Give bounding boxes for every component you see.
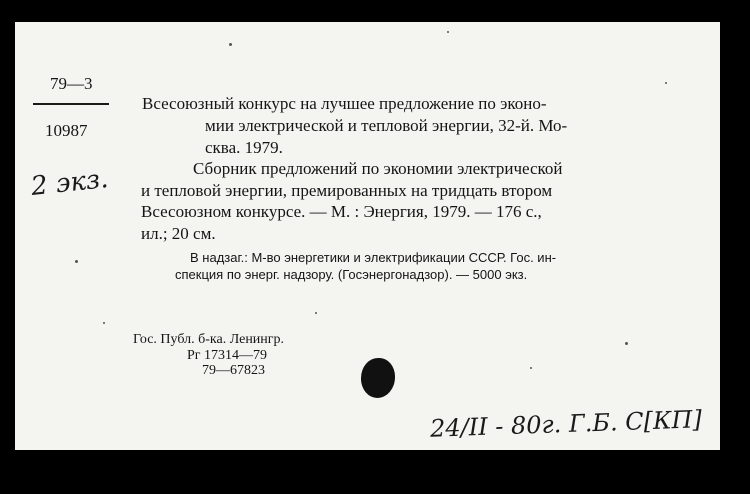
dust-speck [315, 312, 317, 314]
main-entry-line-3: сква. 1979. [205, 138, 283, 157]
note-line-1: В надзаг.: М-во энергетики и электрификации СССР. Гос. ин- [190, 250, 557, 265]
copies-handwritten-note: 2 экз. [29, 164, 110, 202]
main-entry-line-2: мии электрической и тепловой энергии, 32-й. Мо- [205, 116, 568, 135]
main-entry-line-1: Всесоюзный конкурс на лучшее предложение по эконо- [142, 94, 547, 113]
note-line-2: спекция по энерг. надзору. (Госэнергонадзор). — 5000 экз. [175, 267, 528, 282]
dust-speck [665, 82, 667, 84]
dust-speck [625, 342, 628, 345]
description-line-4: ил.; 20 см. [141, 224, 216, 243]
description-line-2: и тепловой энергии, премированных на тридцать втором [141, 181, 553, 200]
description-line-3: Всесоюзном конкурсе. — М. : Энергия, 1979. — 176 с., [141, 202, 542, 221]
shelf-mark-top: 79—3 [50, 74, 93, 93]
dust-speck [229, 43, 232, 46]
library-line-2: Рг 17314—79 [187, 348, 268, 363]
dust-speck [103, 322, 105, 324]
handwritten-date-note: 24/II - 80г. Г.Б. С[КП] [429, 405, 703, 443]
description-line-1: Сборник предложений по экономии электрической [193, 159, 563, 178]
shelf-mark-bottom: 10987 [45, 121, 88, 140]
library-line-3: 79—67823 [202, 363, 265, 378]
dust-speck [447, 31, 449, 33]
dust-speck [530, 367, 532, 369]
catalog-card [15, 22, 720, 450]
dust-speck [75, 260, 78, 263]
library-line-1: Гос. Публ. б-ка. Ленингр. [133, 332, 285, 347]
shelf-mark-divider [33, 103, 109, 105]
ink-blot [361, 358, 395, 398]
